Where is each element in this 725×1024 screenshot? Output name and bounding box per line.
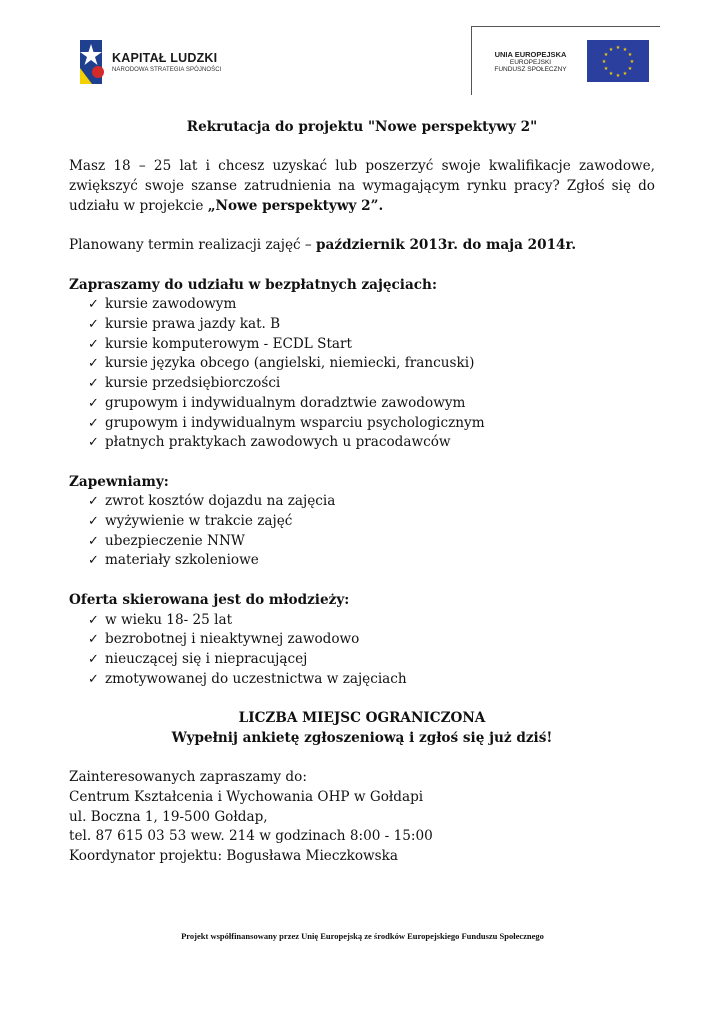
svg-text:★: ★ xyxy=(627,52,633,58)
list-item xyxy=(88,650,655,670)
list-item xyxy=(88,315,655,335)
list-item xyxy=(88,394,655,414)
list-item-text: kursie prawa jazdy kat. B xyxy=(105,315,281,332)
list-item xyxy=(88,295,655,315)
provide-heading: Zapewniamy: xyxy=(69,473,169,490)
svg-text:★: ★ xyxy=(608,71,614,77)
svg-text:★: ★ xyxy=(627,66,633,72)
checkmark-icon: ✓ xyxy=(88,395,99,411)
list-item xyxy=(88,433,655,453)
list-item xyxy=(88,414,655,434)
list-item-text: bezrobotnej i nieaktywnej zawodowo xyxy=(105,631,360,648)
list-item xyxy=(88,354,655,374)
list-item xyxy=(88,551,655,571)
list-item-text: w wieku 18- 25 lat xyxy=(105,611,233,628)
list-item-text: grupowym i indywidualnym doradztwie zawodowym xyxy=(105,394,466,411)
list-item-text: nieuczącej się i niepracującej xyxy=(105,650,308,667)
eu-line3: FUNDUSZ SPOŁECZNY xyxy=(494,65,567,73)
audience-list xyxy=(69,611,655,690)
checkmark-icon: ✓ xyxy=(88,435,99,451)
contact-line: Koordynator projektu: Bogusława Mieczkowska xyxy=(69,847,399,864)
kl-subtitle: NARODOWA STRATEGIA SPÓJNOŚCI xyxy=(112,67,222,73)
list-item-text: kursie komputerowym - ECDL Start xyxy=(105,335,352,352)
list-item xyxy=(88,492,655,512)
list-item-text: zmotywowanej do uczestnictwa w zajęciach xyxy=(105,670,407,687)
eu-line2: EUROPEJSKI xyxy=(509,58,552,66)
courses-list xyxy=(69,295,655,453)
intro-text: Masz 18 – 25 lat i chcesz uzyskać lub poszerzyć swoje kwalifikacje zawodowe, zwiększyć swoje szanse zatrudnienia na wymagającym rynku pracy? Zgłoś się do udziału w projekcie xyxy=(69,158,655,214)
schedule-value: październik 2013r. do maja 2014r. xyxy=(316,237,577,254)
checkmark-icon: ✓ xyxy=(88,415,99,431)
list-item xyxy=(88,532,655,552)
list-item xyxy=(88,335,655,355)
svg-text:★: ★ xyxy=(629,59,635,65)
list-item-text: zwrot kosztów dojazdu na zajęcia xyxy=(105,493,336,510)
list-item-text: grupowym i indywidualnym wsparciu psychologicznym xyxy=(105,414,485,431)
checkmark-icon: ✓ xyxy=(88,533,99,549)
list-item xyxy=(88,512,655,532)
checkmark-icon: ✓ xyxy=(88,356,99,372)
svg-text:★: ★ xyxy=(601,59,607,65)
eu-flag-icon xyxy=(587,40,649,82)
list-item-text: ubezpieczenie NNW xyxy=(105,532,245,549)
intro-project-name: „Nowe perspektywy 2”. xyxy=(207,197,384,214)
svg-text:★: ★ xyxy=(608,47,614,53)
list-item-text: płatnych praktykach zawodowych u pracodawców xyxy=(105,434,451,451)
kapital-ludzki-emblem-icon xyxy=(76,38,106,86)
list-item-text: kursie języka obcego (angielski, niemiecki, francuski) xyxy=(105,355,475,372)
eu-line1: UNIA EUROPEJSKA xyxy=(494,49,567,59)
checkmark-icon: ✓ xyxy=(88,553,99,569)
svg-text:★: ★ xyxy=(603,66,609,72)
svg-text:★: ★ xyxy=(622,71,628,77)
contact-line: Centrum Kształcenia i Wychowania OHP w Gołdapi xyxy=(69,788,424,805)
audience-heading: Oferta skierowana jest do młodzieży: xyxy=(69,591,350,608)
checkmark-icon: ✓ xyxy=(88,336,99,352)
contact-line: ul. Boczna 1, 19-500 Gołdap, xyxy=(69,808,268,825)
list-item xyxy=(88,630,655,650)
checkmark-icon: ✓ xyxy=(88,376,99,392)
courses-heading: Zapraszamy do udziału w bezpłatnych zajęciach: xyxy=(69,276,437,293)
contact-line: Zainteresowanych zapraszamy do: xyxy=(69,769,307,786)
list-item-text: kursie przedsiębiorczości xyxy=(105,375,281,392)
checkmark-icon: ✓ xyxy=(88,671,99,687)
callout-line2: Wypełnij ankietę zgłoszeniową i zgłoś się już dziś! xyxy=(171,729,553,746)
svg-text:★: ★ xyxy=(622,47,628,53)
svg-text:★: ★ xyxy=(615,73,621,79)
list-item xyxy=(88,374,655,394)
intro-paragraph xyxy=(69,157,655,216)
checkmark-icon: ✓ xyxy=(88,514,99,529)
document-body xyxy=(69,118,655,867)
page-title: Rekrutacja do projektu "Nowe perspektywy 2" xyxy=(186,119,538,135)
svg-text:★: ★ xyxy=(615,45,621,51)
schedule-label: Planowany termin realizacji zajęć – xyxy=(69,237,317,254)
footer-note: Projekt współfinansowany przez Unię Europejską ze środków Europejskiego Funduszu Społecznego xyxy=(181,931,544,941)
list-item xyxy=(88,611,655,631)
checkmark-icon: ✓ xyxy=(88,494,99,510)
provide-list xyxy=(69,492,655,571)
checkmark-icon: ✓ xyxy=(88,651,99,667)
list-item xyxy=(88,670,655,690)
eu-logo xyxy=(471,26,660,95)
callout-line1: LICZBA MIEJSC OGRANICZONA xyxy=(238,710,486,726)
list-item-text: wyżywienie w trakcie zajęć xyxy=(105,513,293,529)
list-item-text: materiały szkoleniowe xyxy=(105,552,259,569)
checkmark-icon: ✓ xyxy=(88,297,99,313)
kapital-ludzki-logo xyxy=(76,38,221,86)
checkmark-icon: ✓ xyxy=(88,632,99,648)
kl-title: KAPITAŁ LUDZKI xyxy=(112,51,218,65)
checkmark-icon: ✓ xyxy=(88,316,99,332)
contact-line: tel. 87 615 03 53 wew. 214 w godzinach 8:00 - 15:00 xyxy=(69,828,433,845)
schedule-line xyxy=(69,236,655,256)
list-item-text: kursie zawodowym xyxy=(105,296,237,313)
checkmark-icon: ✓ xyxy=(88,612,99,628)
svg-text:★: ★ xyxy=(603,52,609,58)
